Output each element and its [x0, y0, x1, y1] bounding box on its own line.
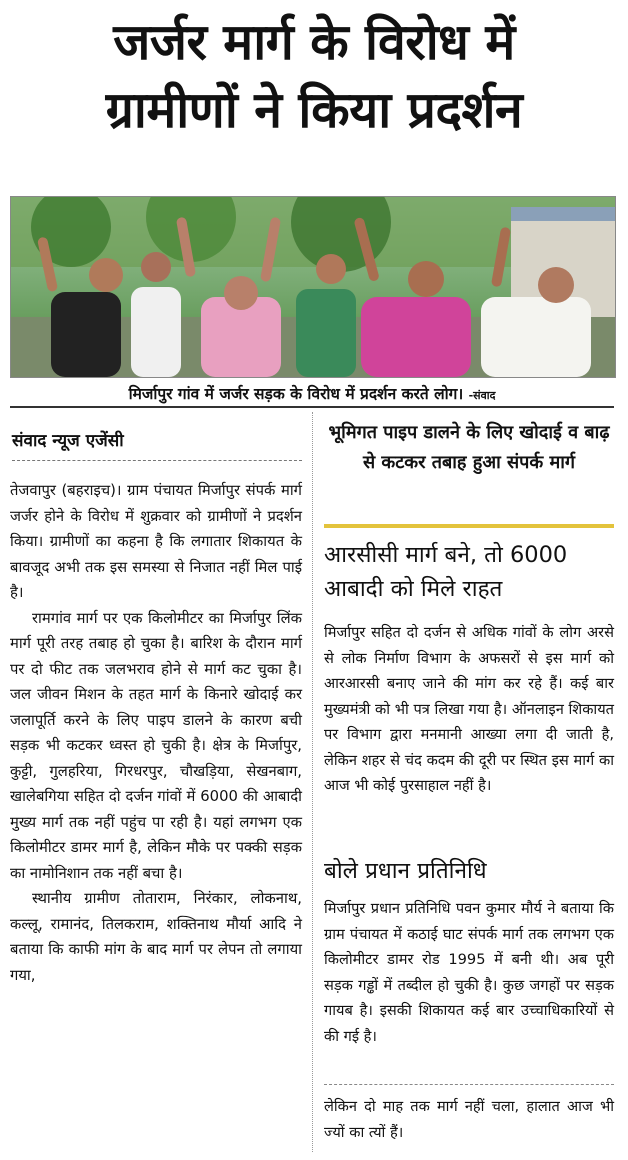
story-paragraph-1: तेजवापुर (बहराइच)। ग्राम पंचायत मिर्जापुर संपर्क मार्ग जर्जर होने के विरोध में शुक्रवार को ग्रामीणों ने प्रदर्शन किया। ग्रामीणों का कहना है कि लगातार शिकायत के बावजूद अभी तक इस समस्या से निजात नहीं मिल पाई है।: [10, 482, 302, 601]
headline: [8, 8, 620, 144]
headline-line-1: जर्जर मार्ग के विरोध में: [113, 13, 515, 71]
caption-text: मिर्जापुर गांव में जर्जर सड़क के विरोध में प्रदर्शन करते लोग।: [128, 385, 464, 403]
closing-divider: [324, 1084, 614, 1085]
section-1-body: मिर्जापुर सहित दो दर्जन से अधिक गांवों के लोग अरसे से लोक निर्माण विभाग के अफसरों से इस मार्ग को आरआरसी बनाए जाने की मांग कर रहे हैं। कई बार मुख्यमंत्री को भी पत्र लिखा गया है। ऑनलाइन शिकायत पर विभाग द्वारा मनमानी आख्या लगा दी जाती है, लेकिन शहर से चंद कदम की दूरी पर स्थित इस मार्ग का आज भी कोई पुरसाहाल नहीं है।: [324, 624, 614, 794]
column-divider: [312, 412, 313, 1152]
section-2-body: मिर्जापुर प्रधान प्रतिनिधि पवन कुमार मौर्य ने बताया कि ग्राम पंचायत में कठाई घाट संपर्क मार्ग तक लगभग एक किलोमीटर डामर रोड 1995 में बनी थी। अब पूरी सड़क गड्ढों में तब्दील हो चुकी है। कुछ जगहों पर सड़क गायब है। इसकी शिकायत कई बार उच्चाधिकारियों से की गई है।: [324, 900, 614, 1045]
byline-divider: [12, 460, 302, 461]
section-1-title: आरसीसी मार्ग बने, तो 6000 आबादी को मिले राहत: [324, 542, 568, 602]
section-2-title: बोले प्रधान प्रतिनिधि: [324, 858, 487, 884]
byline: संवाद न्यूज एजेंसी: [12, 431, 124, 451]
news-photo: [10, 196, 616, 378]
photo-caption: [10, 382, 614, 404]
story-paragraph-2: रामगांव मार्ग पर एक किलोमीटर का मिर्जापुर लिंक मार्ग पूरी तरह तबाह हो चुका है। बारिश के दौरान मार्ग पर दो फीट तक जलभराव होने से मार्ग कट चुका है। जल जीवन मिशन के तहत मार्ग के किनारे खोदाई कर जलापूर्ति करने के लिए पाइप डालने के कारण बची सड़क भी कटकर ध्वस्त हो चुकी है। क्षेत्र के मिर्जापुर, कुट्टी, गुलहरिया, गिरधरपुर, चौखड़िया, सेखनबाग, खालेबगिया सहित दो दर्जन गांवों में 6000 की आबादी मुख्य मार्ग तक नहीं पहुंच पा रही है। यहां लगभग एक किलोमीटर डामर मार्ग है, लेकिन मौके पर पक्की सड़क का नामोनिशान तक नहीं बचा है।: [10, 609, 302, 882]
main-story-column: [10, 478, 302, 988]
sub-headline: भूमिगत पाइप डालने के लिए खोदाई व बाढ़ से कटकर तबाह हुआ संपर्क मार्ग: [328, 422, 610, 473]
headline-line-2: ग्रामीणों ने किया प्रदर्शन: [105, 81, 523, 139]
sub-headline-rule: [324, 524, 614, 528]
protest-photo-illustration: [11, 197, 615, 377]
top-rule: [10, 406, 614, 408]
closing-text: लेकिन दो माह तक मार्ग नहीं चला, हालात आज भी ज्यों का त्यों हैं।: [324, 1098, 614, 1141]
story-paragraph-3: स्थानीय ग्रामीण तोताराम, निरंकार, लोकनाथ, कल्लू, रामानंद, तिलकराम, शक्तिनाथ मौर्या आदि ने बताया कि काफी मांग के बाद मार्ग पर लेपन तो लगाया गया,: [10, 890, 302, 984]
caption-credit: -संवाद: [468, 389, 496, 402]
